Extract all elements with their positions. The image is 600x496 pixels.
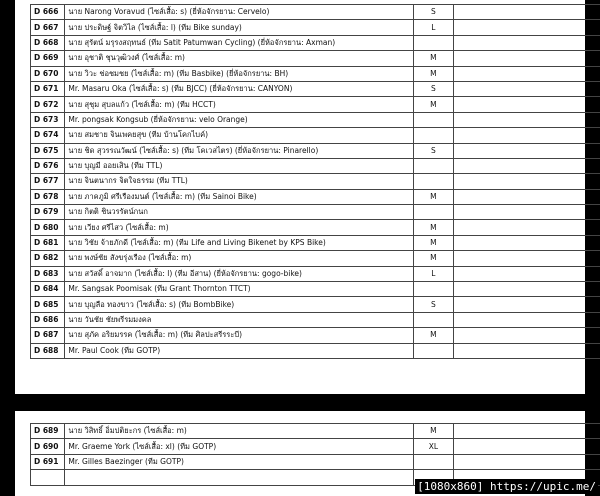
table-row [31, 174, 600, 189]
table-row [31, 143, 600, 158]
rider-number: D 683 [31, 266, 65, 281]
rider-number: D 669 [31, 51, 65, 66]
blank-cell [454, 205, 600, 220]
table-row [31, 328, 600, 343]
shirt-size: S [413, 81, 453, 96]
blank-cell [454, 20, 600, 35]
rider-number: D 688 [31, 343, 65, 358]
blank-cell [454, 97, 600, 112]
blank-cell [454, 220, 600, 235]
rider-name: นาย สวัสดิ์ อาจมาก (ไซส์เสื้อ: l) (ทีม อีสาน) (ยี่ห้อจักรยาน: gogo-bike) [65, 266, 413, 281]
rider-number: D 676 [31, 158, 65, 173]
table-row [31, 189, 600, 204]
rider-name: Mr. Masaru Oka (ไซส์เสื้อ: s) (ทีม BJCC) (ยี่ห้อจักรยาน: CANYON) [65, 81, 413, 96]
rider-number: D 672 [31, 97, 65, 112]
table-row [31, 20, 600, 35]
table-row [31, 97, 600, 112]
shirt-size: M [413, 51, 453, 66]
table-row [31, 51, 600, 66]
rider-name: นาย ชิด สุวรรณวัฒน์ (ไซส์เสื้อ: s) (ทีม โคเวสไตร) (ยี่ห้อจักรยาน: Pinarello) [65, 143, 413, 158]
blank-cell [454, 439, 600, 454]
rider-number: D 679 [31, 205, 65, 220]
rider-name: นาย บุญมี ออยเสิน (ทีม TTL) [65, 158, 413, 173]
blank-cell [454, 251, 600, 266]
blank-cell [454, 235, 600, 250]
blank-cell [454, 66, 600, 81]
blank-cell [454, 158, 600, 173]
rider-number: D 666 [31, 5, 65, 20]
rider-name: นาย วิชัย จ้ายภักดี (ไซส์เสื้อ: m) (ทีม Life and Living Bikenet by KPS Bike) [65, 235, 413, 250]
rider-number: D 680 [31, 220, 65, 235]
rider-name: นาย วันชัย ชัยพรีรมมงคล [65, 312, 413, 327]
blank-cell [454, 454, 600, 469]
blank-cell [454, 297, 600, 312]
table-row [31, 66, 600, 81]
table-row [31, 235, 600, 250]
rider-number: D 670 [31, 66, 65, 81]
table-row [31, 35, 600, 50]
rider-name: นาย บุญลือ ทองขาว (ไซส์เสื้อ: s) (ทีม BombBike) [65, 297, 413, 312]
shirt-size: XL [413, 439, 453, 454]
shirt-size [413, 454, 453, 469]
table-row [31, 251, 600, 266]
shirt-size [413, 35, 453, 50]
rider-name: นาย สมชาย จินเพคยสุข (ทีม บ้านโคกไบค์) [65, 128, 413, 143]
rider-name: นาย สุชุม สุบลแก้ว (ไซส์เสื้อ: m) (ทีม HCCT) [65, 97, 413, 112]
table-row [31, 158, 600, 173]
rider-name: นาย กิตติ ชินวรรัตน์กนก [65, 205, 413, 220]
blank-cell [454, 128, 600, 143]
blank-cell [454, 51, 600, 66]
rider-number: D 673 [31, 112, 65, 127]
shirt-size: M [413, 220, 453, 235]
shirt-size [413, 128, 453, 143]
shirt-size [413, 205, 453, 220]
rider-number: D 671 [31, 81, 65, 96]
table-row [31, 112, 600, 127]
shirt-size [413, 174, 453, 189]
rider-number: D 674 [31, 128, 65, 143]
blank-cell [454, 112, 600, 127]
shirt-size: L [413, 266, 453, 281]
shirt-size: S [413, 297, 453, 312]
rider-name: Mr. pongsak Kongsub (ยี่ห้อจักรยาน: velo Orange) [65, 112, 413, 127]
table-row [31, 205, 600, 220]
rider-name: นาย ภาคภูมิ ศรีเรืองมนต์ (ไซส์เสื้อ: m) (ทีม Sainoi Bike) [65, 189, 413, 204]
shirt-size [413, 312, 453, 327]
shirt-size: M [413, 189, 453, 204]
rider-number: D 689 [31, 424, 65, 439]
rider-number: D 667 [31, 20, 65, 35]
rider-name: Mr. Paul Cook (ทีม GOTP) [65, 343, 413, 358]
shirt-size: M [413, 251, 453, 266]
blank-cell [454, 343, 600, 358]
rider-number: D 681 [31, 235, 65, 250]
blank-cell [454, 5, 600, 20]
blank-cell [454, 312, 600, 327]
rider-name: นาย เวียง ศรีไสว (ไซส์เสื้อ: m) [65, 220, 413, 235]
shirt-size: M [413, 328, 453, 343]
blank-cell [454, 81, 600, 96]
rider-name: Mr. Graeme York (ไซส์เสื้อ: xl) (ทีม GOTP) [65, 439, 413, 454]
table-row [31, 5, 600, 20]
blank-cell [454, 328, 600, 343]
shirt-size: M [413, 424, 453, 439]
table-row [31, 454, 600, 469]
table-row [31, 220, 600, 235]
shirt-size [413, 343, 453, 358]
table-row [31, 266, 600, 281]
rider-number: D 684 [31, 282, 65, 297]
rider-name: นาย จินตนากร จิตใจธรรม (ทีม TTL) [65, 174, 413, 189]
blank-cell [454, 35, 600, 50]
rider-number: D 677 [31, 174, 65, 189]
shirt-size: M [413, 235, 453, 250]
rider-number: D 690 [31, 439, 65, 454]
registration-table-1 [30, 4, 600, 359]
blank-cell [454, 189, 600, 204]
rider-name: นาย พงษ์ชัย สังขรุ่งเรือง (ไซส์เสื้อ: m) [65, 251, 413, 266]
rider-number: D 686 [31, 312, 65, 327]
table-row [31, 439, 600, 454]
shirt-size: M [413, 66, 453, 81]
rider-number: D 691 [31, 454, 65, 469]
rider-name: นาย วิสิทธิ์ อิ่มปติยะกร (ไซส์เสื้อ: m) [65, 424, 413, 439]
table-row [31, 297, 600, 312]
rider-number: D 675 [31, 143, 65, 158]
blank-cell [454, 143, 600, 158]
rider-name: นาย Narong Voravud (ไซส์เสื้อ: s) (ยี่ห้อจักรยาน: Cervelo) [65, 5, 413, 20]
table-row [31, 282, 600, 297]
shirt-size: S [413, 143, 453, 158]
shirt-size [413, 158, 453, 173]
shirt-size: S [413, 5, 453, 20]
rider-name: นาย สุภัค อริยมรรค (ไซส์เสื้อ: m) (ทีม ศิลปะสรีรระบี) [65, 328, 413, 343]
blank-cell [454, 424, 600, 439]
table-row [31, 128, 600, 143]
rider-number: D 685 [31, 297, 65, 312]
shirt-size [413, 112, 453, 127]
rider-name: นาย สุรัตน์ มรุรงสฤทนธ์ (ทีม Satit Patumwan Cycling) (ยี่ห้อจักรยาน: Axman) [65, 35, 413, 50]
blank-cell [454, 174, 600, 189]
table-row [31, 81, 600, 96]
rider-name: นาย วิวะ ช่อชมชย (ไซส์เสื้อ: m) (ทีม Basbike) (ยี่ห้อจักรยาน: BH) [65, 66, 413, 81]
table-row [31, 343, 600, 358]
shirt-size: M [413, 97, 453, 112]
table-row [31, 312, 600, 327]
rider-name: นาย อุชาติ ชุนวุฒิวงศ์ (ไซส์เสื้อ: m) [65, 51, 413, 66]
rider-name [65, 470, 413, 485]
rider-number: D 687 [31, 328, 65, 343]
rider-name: Mr. Sangsak Poomisak (ทีม Grant Thornton TTCT) [65, 282, 413, 297]
rider-name: Mr. Gilles Baezinger (ทีม GOTP) [65, 454, 413, 469]
shirt-size [413, 282, 453, 297]
image-host-watermark: [1080x860] https://upic.me/ [417, 480, 596, 493]
rider-number: D 682 [31, 251, 65, 266]
shirt-size: L [413, 20, 453, 35]
blank-cell [454, 282, 600, 297]
registration-table-2 [30, 423, 600, 486]
rider-number: D 668 [31, 35, 65, 50]
rider-number [31, 470, 65, 485]
rider-number: D 678 [31, 189, 65, 204]
blank-cell [454, 266, 600, 281]
rider-name: นาย ประดิษฐ์ จิตวิไล (ไซส์เสื้อ: l) (ทีม Bike sunday) [65, 20, 413, 35]
table-row [31, 424, 600, 439]
document-page-1 [15, 0, 585, 394]
